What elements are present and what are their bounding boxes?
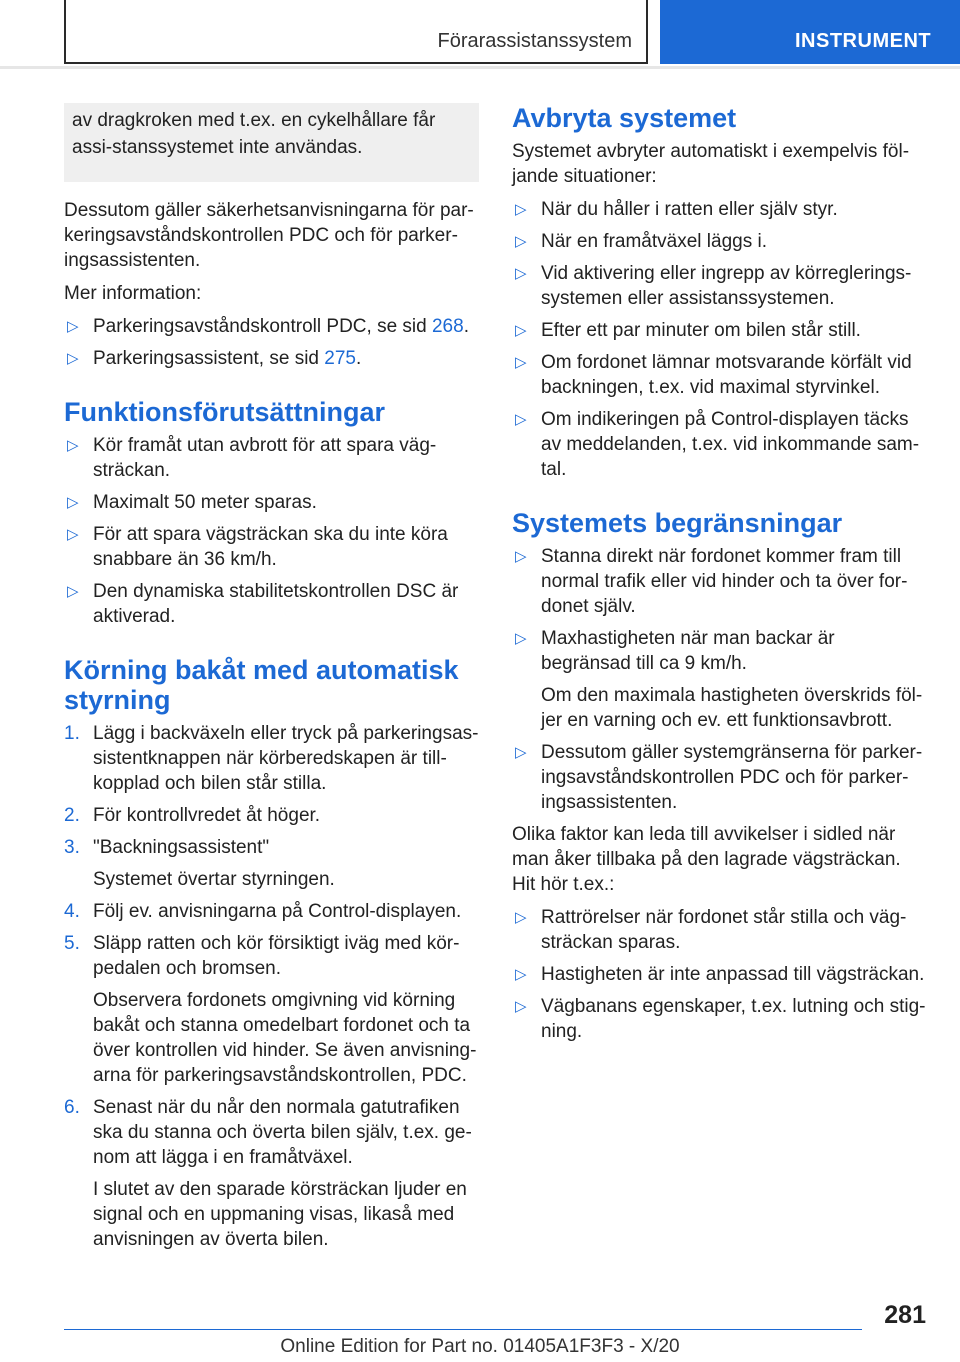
- list-item: ▷ När du håller i ratten eller själv styr.: [515, 199, 838, 220]
- triangle-bullet-icon: ▷: [515, 630, 527, 647]
- paragraph: Mer information:: [64, 283, 202, 304]
- step-detail: I slutet av den sparade körsträckan ljuder en signal och en uppmaning visas, likaså med anvisningen av överta bilen.: [93, 1179, 467, 1250]
- list-item: ▷ Vid aktivering eller ingrepp av körreglerings-systemen eller assistanssystemen.: [515, 263, 912, 309]
- triangle-bullet-icon: ▷: [515, 966, 527, 983]
- page-link[interactable]: 268: [431, 316, 464, 337]
- header-rule: [0, 66, 960, 69]
- step-item: 2. För kontrollvredet åt höger.: [64, 805, 321, 826]
- list-item: ▷ Efter ett par minuter om bilen står still.: [515, 320, 861, 341]
- list-detail: Om den maximala hastigheten överskrids föl-jer en varning och ev. ett funktionsavbrott.: [541, 685, 923, 731]
- footer-edition: Online Edition for Part no. 01405A1F3F3 - X/20: [280, 1336, 680, 1357]
- right-column: [512, 103, 927, 1051]
- list-item: ▷ Parkeringsavståndskontroll PDC, se sid 268.: [67, 316, 469, 337]
- heading-cancel: Avbryta systemet: [512, 103, 737, 133]
- triangle-bullet-icon: ▷: [515, 909, 527, 926]
- list-item: ▷ Om indikeringen på Control-displayen täcks av meddelanden, t.ex. vid inkommande sam-tal.: [515, 409, 920, 480]
- step-number: 2.: [64, 805, 80, 826]
- page-link[interactable]: 275: [324, 348, 356, 369]
- list-item: ▷ Dessutom gäller systemgränserna för parker-ingsavståndskontrollen PDC och för parker-ingsassistenten.: [515, 742, 923, 813]
- step-item: 4. Följ ev. anvisningarna på Control-displayen.: [64, 901, 462, 922]
- step-number: 5.: [64, 933, 80, 954]
- triangle-bullet-icon: ▷: [515, 322, 527, 339]
- footer-rule: [64, 1329, 862, 1330]
- triangle-bullet-icon: ▷: [67, 437, 79, 454]
- triangle-bullet-icon: ▷: [515, 548, 527, 565]
- list-item: ▷ Den dynamiska stabilitetskontrollen DSC är aktiverad.: [67, 581, 459, 627]
- triangle-bullet-icon: ▷: [515, 744, 527, 761]
- triangle-bullet-icon: ▷: [515, 233, 527, 250]
- triangle-bullet-icon: ▷: [515, 998, 527, 1015]
- list-item: ▷ Om fordonet lämnar motsvarande körfält vid backningen, t.ex. vid maximal styrvinkel.: [515, 352, 912, 398]
- triangle-bullet-icon: ▷: [67, 318, 79, 335]
- heading-reverse-steering: Körning bakåt med automatisk styrning: [64, 655, 459, 715]
- triangle-bullet-icon: ▷: [515, 354, 527, 371]
- triangle-bullet-icon: ▷: [67, 494, 79, 511]
- list-item: ▷ Parkeringsassistent, se sid 275.: [67, 348, 362, 369]
- heading-limitations: Systemets begränsningar: [512, 508, 843, 538]
- step-item: 1. Lägg i backväxeln eller tryck på parkeringsas-sistentknappen när körberedskapen är till-kopplad och bilen står stilla.: [64, 723, 479, 794]
- triangle-bullet-icon: ▷: [67, 350, 79, 367]
- list-item: ▷ Rattrörelser när fordonet står stilla och väg-sträckan sparas.: [515, 907, 907, 953]
- chapter-title: INSTRUMENT: [795, 30, 932, 52]
- note-box: av dragkroken med t.ex. en cykelhållare får assi-stanssystemet inte användas.: [64, 103, 479, 182]
- page-number: 281: [884, 1301, 926, 1329]
- list-item: ▷ Stanna direkt när fordonet kommer fram till normal trafik eller vid hinder och ta över for-donet själv.: [515, 546, 908, 617]
- left-column: [64, 103, 479, 1259]
- paragraph: Systemet avbryter automatiskt i exempelvis föl-jande situationer:: [512, 141, 910, 187]
- heading-prerequisites: Funktionsförutsättningar: [64, 397, 385, 427]
- step-detail: Systemet övertar styrningen.: [93, 869, 335, 890]
- list-item: ▷ För att spara vägsträckan ska du inte köra snabbare än 36 km/h.: [67, 524, 448, 570]
- paragraph: Dessutom gäller säkerhetsanvisningarna för par-keringsavståndskontrollen PDC och för parker-ingsassistenten.: [64, 200, 474, 271]
- list-item: ▷ Maxhastigheten när man backar är begränsad till ca 9 km/h.: [515, 628, 835, 674]
- list-item: ▷ Maximalt 50 meter sparas.: [67, 492, 317, 513]
- section-title: Förarassistanssystem: [437, 30, 632, 52]
- step-detail: Observera fordonets omgivning vid körning bakåt och stanna omedelbart fordonet och ta över kontrollen vid hinder. Se även anvisning-arna för parkeringsavståndskontrollen, PDC.: [93, 990, 477, 1086]
- step-item: 6. Senast när du når den normala gatutrafiken ska du stanna och överta bilen själv, t.ex. ge-nom att lägga i en framåtväxel.: [64, 1097, 472, 1168]
- triangle-bullet-icon: ▷: [515, 201, 527, 218]
- triangle-bullet-icon: ▷: [67, 583, 79, 600]
- paragraph: Olika faktor kan leda till avvikelser i sidled när man åker tillbaka på den lagrade vägsträckan. Hit hör t.ex.:: [512, 824, 901, 895]
- step-item: 3. "Backningsassistent": [64, 837, 270, 858]
- step-number: 3.: [64, 837, 80, 858]
- list-item: ▷ Kör framåt utan avbrott för att spara väg-sträckan.: [67, 435, 437, 481]
- step-number: 1.: [64, 723, 80, 744]
- list-item: ▷ När en framåtväxel läggs i.: [515, 231, 767, 252]
- list-item: ▷ Vägbanans egenskaper, t.ex. lutning och stig-ning.: [515, 996, 926, 1042]
- list-item: ▷ Hastigheten är inte anpassad till vägsträckan.: [515, 964, 925, 985]
- step-item: 5. Släpp ratten och kör försiktigt iväg med kör-pedalen och bromsen.: [64, 933, 460, 979]
- triangle-bullet-icon: ▷: [67, 526, 79, 543]
- step-number: 6.: [64, 1097, 80, 1118]
- step-number: 4.: [64, 901, 80, 922]
- triangle-bullet-icon: ▷: [515, 411, 527, 428]
- header-section-tab: [64, 0, 648, 64]
- header-chapter-tab: [660, 0, 960, 64]
- triangle-bullet-icon: ▷: [515, 265, 527, 282]
